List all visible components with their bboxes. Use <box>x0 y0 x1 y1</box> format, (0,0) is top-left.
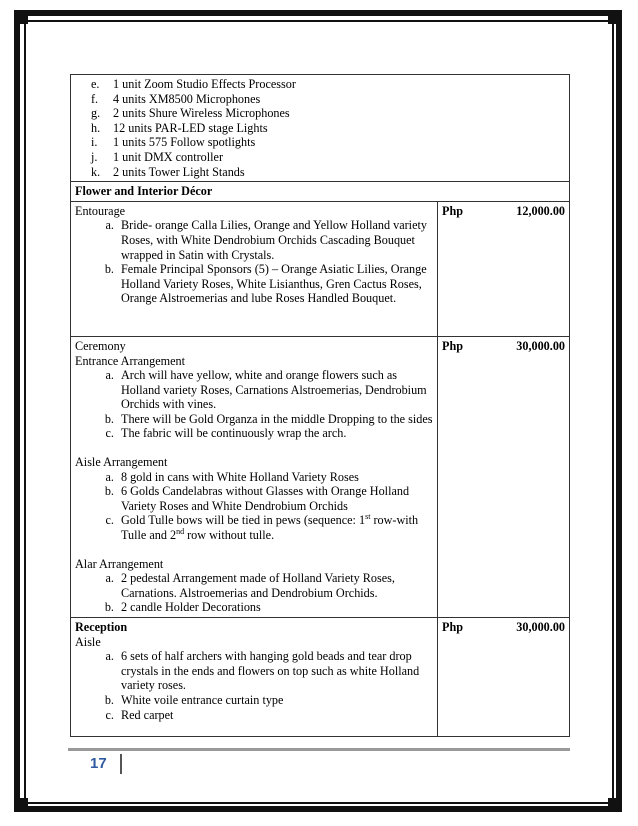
list-item: c. Gold Tulle bows will be tied in pews (sequence: 1st row-with Tulle and 2nd row without tulle. <box>117 513 433 542</box>
equipment-list <box>91 77 565 179</box>
list-item: a. 6 sets of half archers with hanging gold beads and tear drop crystals in the ends and flowers on top such as white Holland variety roses. <box>117 649 433 693</box>
alar-list <box>75 571 433 615</box>
list-item: i. 1 units 575 Follow spotlights <box>91 135 256 150</box>
reception-description <box>71 618 438 737</box>
amount-value: 30,000.00 <box>496 618 570 737</box>
reception-heading: Reception <box>75 620 128 634</box>
list-item: e. 1 unit Zoom Studio Effects Processor <box>91 77 296 91</box>
spacer <box>75 441 433 455</box>
amount-value: 30,000.00 <box>496 336 570 617</box>
aisle-heading: Aisle Arrangement <box>75 455 168 470</box>
spacer <box>75 543 433 557</box>
alar-heading: Alar Arrangement <box>75 556 164 571</box>
list-item: h. 12 units PAR-LED stage Lights <box>91 120 268 135</box>
quotation-table <box>70 74 570 737</box>
currency-label: Php <box>438 201 497 336</box>
entourage-row <box>71 201 570 336</box>
aisle-list <box>75 470 433 543</box>
equipment-row <box>71 75 570 182</box>
footer-rule <box>68 748 570 751</box>
list-item: k. 2 units Tower Light Stands <box>91 164 245 179</box>
ceremony-row <box>71 336 570 617</box>
list-item: b. 2 candle Holder Decorations <box>117 600 433 615</box>
page-number: 17 <box>90 755 107 772</box>
amount-value: 12,000.00 <box>496 201 570 336</box>
border-corner <box>608 10 622 24</box>
section-title-row <box>71 182 570 202</box>
equipment-cell <box>71 75 570 182</box>
border-corner <box>14 798 28 812</box>
list-item: b. 6 Golds Candelabras without Glasses with Orange Holland Variety Roses and White Dendrobium Orchids <box>117 484 433 513</box>
entrance-list <box>75 368 433 441</box>
ceremony-description <box>71 336 438 617</box>
list-item: j. 1 unit DMX controller <box>91 149 224 164</box>
section-title: Flower and Interior Décor <box>71 182 570 202</box>
reception-subheading: Aisle <box>75 634 101 649</box>
list-item: g. 2 units Shure Wireless Microphones <box>91 106 290 121</box>
currency-label: Php <box>438 336 497 617</box>
list-item: b. There will be Gold Organza in the middle Dropping to the sides <box>117 412 433 427</box>
border-corner <box>14 10 28 24</box>
border-corner <box>608 798 622 812</box>
list-item: b. White voile entrance curtain type <box>117 693 433 708</box>
list-item: a. 2 pedestal Arrangement made of Holland Variety Roses, Carnations. Alstroemerias and Dendrobium Orchids. <box>117 571 433 600</box>
reception-row <box>71 618 570 737</box>
list-item: a. Arch will have yellow, white and orange flowers such as Holland variety Roses, Carnations Alstroemerias, Dendrobium Orchids with vines. <box>117 368 433 412</box>
ceremony-heading: Ceremony <box>75 338 126 353</box>
list-item: a. Bride- orange Calla Lilies, Orange and Yellow Holland variety Roses, with White Dendrobium Orchids Cascading Bouquet wrapped in Satin with Crystals. <box>117 218 433 262</box>
entrance-heading: Entrance Arrangement <box>75 353 185 368</box>
entourage-list <box>75 218 433 306</box>
entourage-description <box>71 201 438 336</box>
list-item: a. 8 gold in cans with White Holland Variety Roses <box>117 470 433 485</box>
currency-label: Php <box>438 618 497 737</box>
list-item: b. Female Principal Sponsors (5) – Orange Asiatic Lilies, Orange Holland Variety Roses, White Lisianthus, Gren Cactus Roses, Orange Alstroemerias and lube Roses Handled Bouquet. <box>117 262 433 306</box>
list-item: c. The fabric will be continuously wrap the arch. <box>117 426 433 441</box>
reception-list <box>75 649 433 722</box>
page-number-divider <box>120 754 122 774</box>
entourage-heading: Entourage <box>75 203 126 218</box>
list-item: c. Red carpet <box>117 708 433 723</box>
list-item: f. 4 units XM8500 Microphones <box>91 91 261 106</box>
